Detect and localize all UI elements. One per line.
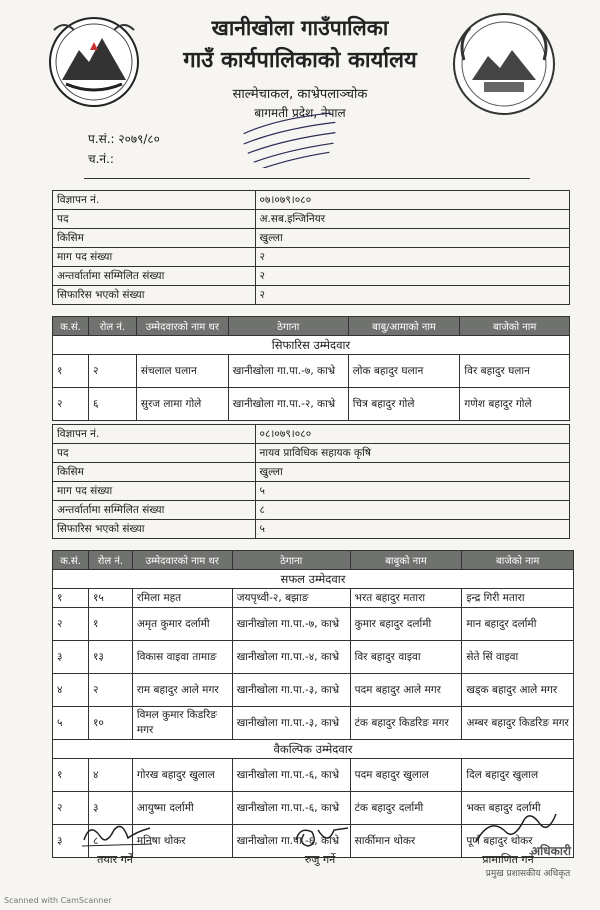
info-label: पद xyxy=(53,210,256,229)
info-label: विज्ञापन नं. xyxy=(53,191,256,210)
info-value: ०८।०७९।०८० xyxy=(255,425,569,444)
info-row xyxy=(53,520,570,539)
address: खानीखोला गा.पा.-२, काभ्रे xyxy=(228,388,348,421)
reference-number: प.सं.: २०७९/८० xyxy=(88,132,160,146)
section-title: सफल उम्मेदवार xyxy=(53,570,574,589)
info-label: सिफारिस भएको संख्या xyxy=(53,286,256,305)
column-header: बाबुको नाम xyxy=(350,551,462,570)
info-value: ८ xyxy=(255,501,569,520)
grandparent-name: पूर्ण बहादुर थोकर xyxy=(462,825,574,858)
serial-number: २ xyxy=(53,608,89,641)
parent-name: पदम बहादुर आले मगर xyxy=(350,674,462,707)
header-divider xyxy=(84,178,530,179)
info-label: विज्ञापन नं. xyxy=(53,425,256,444)
column-header: क.सं. xyxy=(53,551,89,570)
table-row xyxy=(53,608,574,641)
candidate-table-1 xyxy=(52,316,570,421)
approved-stamp-text: अधिकारी xyxy=(531,844,571,858)
info-row xyxy=(53,248,570,267)
info-value: २ xyxy=(255,267,569,286)
serial-number: १ xyxy=(53,759,89,792)
table-header-row xyxy=(53,551,574,570)
parent-name: विर बहादुर वाइवा xyxy=(350,641,462,674)
candidate-name: राम बहादुर आले मगर xyxy=(132,674,232,707)
candidate-name: मनिषा थोकर xyxy=(132,825,232,858)
column-header: ठेगाना xyxy=(228,317,348,336)
dispatch-number: च.नं.: xyxy=(88,152,114,166)
column-header: ठेगाना xyxy=(232,551,350,570)
serial-number: १ xyxy=(53,589,89,608)
vacancy-info-table-1 xyxy=(52,190,570,305)
info-value: २ xyxy=(255,286,569,305)
info-row xyxy=(53,482,570,501)
info-value: ०७।०७९।०८० xyxy=(255,191,569,210)
grandparent-name: खड्क बहादुर आले मगर xyxy=(462,674,574,707)
scanner-watermark: Scanned with CamScanner xyxy=(4,896,112,905)
info-label: माग पद संख्या xyxy=(53,482,256,501)
table-row xyxy=(53,388,570,421)
info-row xyxy=(53,463,570,482)
table-row xyxy=(53,759,574,792)
office-stamp-icon xyxy=(232,112,350,168)
candidate-name: सुरज लामा गोले xyxy=(136,388,228,421)
roll-number: १३ xyxy=(88,641,132,674)
info-row xyxy=(53,286,570,305)
info-label: अन्तर्वार्तामा सम्मिलित संख्या xyxy=(53,501,256,520)
table-row xyxy=(53,707,574,740)
column-header: रोल नं. xyxy=(88,317,136,336)
parent-name: चित्र बहादुर गोले xyxy=(348,388,460,421)
table-header-row xyxy=(53,317,570,336)
candidate-name: संचलाल घलान xyxy=(136,355,228,388)
info-value: ५ xyxy=(255,482,569,501)
address: खानीखोला गा.पा.-६, काभ्रे xyxy=(232,825,350,858)
info-value: खुल्ला xyxy=(255,463,569,482)
info-row xyxy=(53,229,570,248)
prepared-signature-icon xyxy=(78,818,158,852)
roll-number: १ xyxy=(88,608,132,641)
roll-number: २ xyxy=(88,355,136,388)
nepal-emblem-icon xyxy=(44,10,144,110)
grandparent-name: भक्त बहादुर दर्लामी xyxy=(462,792,574,825)
address: खानीखोला गा.पा.-३, काभ्रे xyxy=(232,707,350,740)
section-row xyxy=(53,570,574,589)
grandparent-name: दिल बहादुर खुलाल xyxy=(462,759,574,792)
parent-name: भरत बहादुर मतारा xyxy=(350,589,462,608)
address: जयपृथ्वी-२, बझाङ xyxy=(232,589,350,608)
address: खानीखोला गा.पा.-४, काभ्रे xyxy=(232,641,350,674)
address: खानीखोला गा.पा.-३, काभ्रे xyxy=(232,674,350,707)
roll-number: १० xyxy=(88,707,132,740)
section-title: सिफारिस उम्मेदवार xyxy=(53,336,570,355)
table-row xyxy=(53,589,574,608)
section-title: वैकल्पिक उम्मेदवार xyxy=(53,740,574,759)
serial-number: ४ xyxy=(53,674,89,707)
info-value: ५ xyxy=(255,520,569,539)
serial-number: ५ xyxy=(53,707,89,740)
info-label: माग पद संख्या xyxy=(53,248,256,267)
table-row xyxy=(53,674,574,707)
column-header: उम्मेदवारको नाम थर xyxy=(132,551,232,570)
info-value: अ.सब.इन्जिनियर xyxy=(255,210,569,229)
table-row xyxy=(53,641,574,674)
info-row xyxy=(53,501,570,520)
grandparent-name: सेते सिं वाइवा xyxy=(462,641,574,674)
section-row xyxy=(53,336,570,355)
serial-number: २ xyxy=(53,388,89,421)
roll-number: ४ xyxy=(88,759,132,792)
serial-number: १ xyxy=(53,355,89,388)
grandparent-name: मान बहादुर दर्लामी xyxy=(462,608,574,641)
info-value: खुल्ला xyxy=(255,229,569,248)
serial-number: ३ xyxy=(53,641,89,674)
municipality-logo-icon xyxy=(448,10,560,118)
roll-number: ६ xyxy=(88,388,136,421)
municipality-name: खानीखोला गाउँपालिका xyxy=(211,16,389,40)
grandparent-name: गणेश बहादुर गोले xyxy=(460,388,570,421)
candidate-name: गोरख बहादुर खुलाल xyxy=(132,759,232,792)
column-header: बाजेको नाम xyxy=(460,317,570,336)
address: खानीखोला गा.पा.-७, काभ्रे xyxy=(228,355,348,388)
column-header: बाजेको नाम xyxy=(462,551,574,570)
address-line-1: साल्मेचाकल, काभ्रेपलाञ्चोक xyxy=(232,87,368,102)
prepared-by-label: तयार गर्ने xyxy=(97,853,133,866)
info-row xyxy=(53,425,570,444)
checked-by-label: रुजु गर्ने xyxy=(304,853,336,866)
serial-number: २ xyxy=(53,792,89,825)
column-header: उम्मेदवारको नाम थर xyxy=(136,317,228,336)
checked-signature-icon xyxy=(288,822,358,852)
table-row xyxy=(53,355,570,388)
grandparent-name: अम्बर बहादुर किडरिङ मगर xyxy=(462,707,574,740)
info-row xyxy=(53,444,570,463)
info-row xyxy=(53,210,570,229)
vacancy-info-table-2 xyxy=(52,424,570,539)
parent-name: पदम बहादुर खुलाल xyxy=(350,759,462,792)
grandparent-name: विर बहादुर घलान xyxy=(460,355,570,388)
office-name: गाउँ कार्यपालिकाको कार्यालय xyxy=(183,48,417,73)
grandparent-name: इन्द्र गिरी मतारा xyxy=(462,589,574,608)
serial-number: ३ xyxy=(53,825,89,858)
info-label: किसिम xyxy=(53,229,256,248)
candidate-name: विकास वाइवा तामाङ xyxy=(132,641,232,674)
parent-name: कुमार बहादुर दर्लामी xyxy=(350,608,462,641)
info-row xyxy=(53,267,570,286)
info-row xyxy=(53,191,570,210)
roll-number: १५ xyxy=(88,589,132,608)
address-line-2: बागमती प्रदेश, नेपाल xyxy=(254,106,346,120)
info-value: नायव प्राविधिक सहायक कृषि xyxy=(255,444,569,463)
address: खानीखोला गा.पा.-६, काभ्रे xyxy=(232,759,350,792)
info-label: सिफारिस भएको संख्या xyxy=(53,520,256,539)
info-label: किसिम xyxy=(53,463,256,482)
address: खानीखोला गा.पा.-६, काभ्रे xyxy=(232,792,350,825)
address: खानीखोला गा.पा.-७, काभ्रे xyxy=(232,608,350,641)
section-row xyxy=(53,740,574,759)
candidate-name: आयुष्मा दर्लामी xyxy=(132,792,232,825)
column-header: रोल नं. xyxy=(88,551,132,570)
approved-designation: प्रमुख प्रशासकीय अधिकृत xyxy=(485,869,571,879)
info-label: पद xyxy=(53,444,256,463)
column-header: क.सं. xyxy=(53,317,89,336)
roll-number: ३ xyxy=(88,792,132,825)
parent-name: टंक बहादुर किडरिङ मगर xyxy=(350,707,462,740)
candidate-name: अमृत कुमार दर्लामी xyxy=(132,608,232,641)
candidate-name: रमिला महत xyxy=(132,589,232,608)
parent-name: लोक बहादुर घलान xyxy=(348,355,460,388)
roll-number: ८ xyxy=(88,825,132,858)
info-label: अन्तर्वार्तामा सम्मिलित संख्या xyxy=(53,267,256,286)
approved-by-label: प्रामाणित गर्ने xyxy=(482,853,534,866)
column-header: बाबु/आमाको नाम xyxy=(348,317,460,336)
parent-name: टंक बहादुर दर्लामी xyxy=(350,792,462,825)
roll-number: २ xyxy=(88,674,132,707)
candidate-name: विमल कुमार किडरिङ मगर xyxy=(132,707,232,740)
parent-name: सार्कीमान थोकर xyxy=(350,825,462,858)
info-value: २ xyxy=(255,248,569,267)
